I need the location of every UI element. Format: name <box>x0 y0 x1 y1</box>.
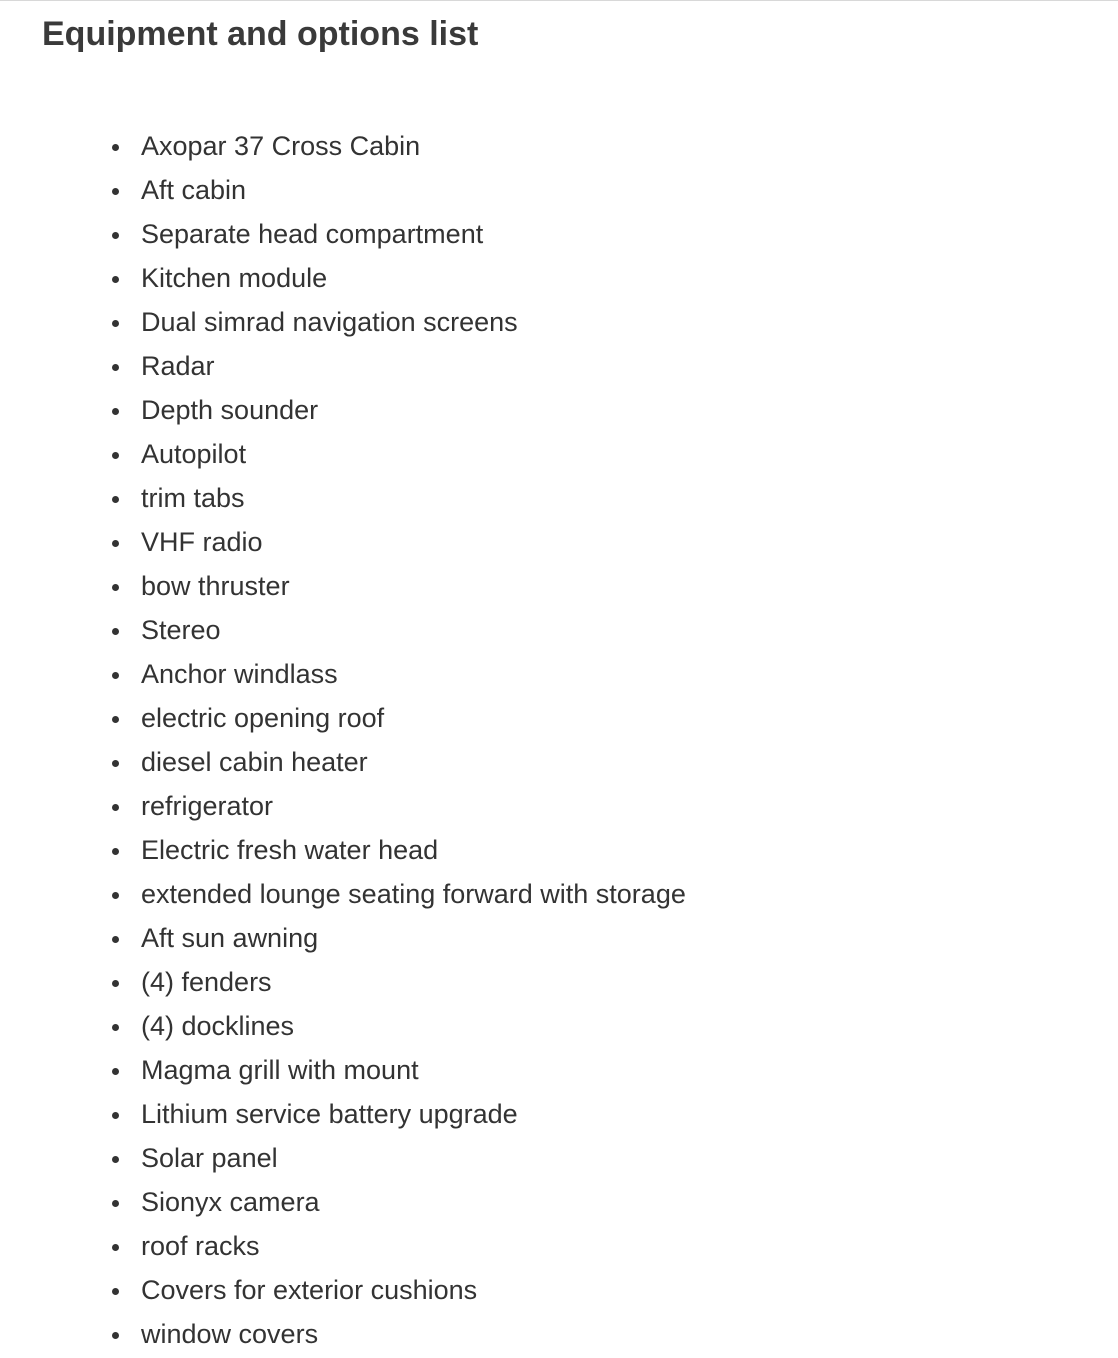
list-item: refrigerator <box>0 784 686 828</box>
list-item: diesel cabin heater <box>0 740 686 784</box>
list-item: Electric fresh water head <box>0 828 686 872</box>
list-item: Aft cabin <box>0 168 686 212</box>
top-divider <box>0 0 1118 1</box>
list-item: Aft sun awning <box>0 916 686 960</box>
equipment-list <box>0 124 686 1356</box>
list-item: Sionyx camera <box>0 1180 686 1224</box>
list-item: Dual simrad navigation screens <box>0 300 686 344</box>
list-item: window covers <box>0 1312 686 1356</box>
list-item: Solar panel <box>0 1136 686 1180</box>
list-item: Autopilot <box>0 432 686 476</box>
list-item: Covers for exterior cushions <box>0 1268 686 1312</box>
list-item: Anchor windlass <box>0 652 686 696</box>
list-item: (4) fenders <box>0 960 686 1004</box>
list-item: extended lounge seating forward with storage <box>0 872 686 916</box>
list-item: VHF radio <box>0 520 686 564</box>
list-item: Separate head compartment <box>0 212 686 256</box>
list-item: Lithium service battery upgrade <box>0 1092 686 1136</box>
list-item: (4) docklines <box>0 1004 686 1048</box>
list-item: Depth sounder <box>0 388 686 432</box>
list-item: Axopar 37 Cross Cabin <box>0 124 686 168</box>
list-item: Stereo <box>0 608 686 652</box>
list-item: electric opening roof <box>0 696 686 740</box>
list-item: trim tabs <box>0 476 686 520</box>
list-item: Radar <box>0 344 686 388</box>
list-item: bow thruster <box>0 564 686 608</box>
list-item: Kitchen module <box>0 256 686 300</box>
page-title: Equipment and options list <box>42 15 479 53</box>
list-item: Magma grill with mount <box>0 1048 686 1092</box>
list-item: roof racks <box>0 1224 686 1268</box>
